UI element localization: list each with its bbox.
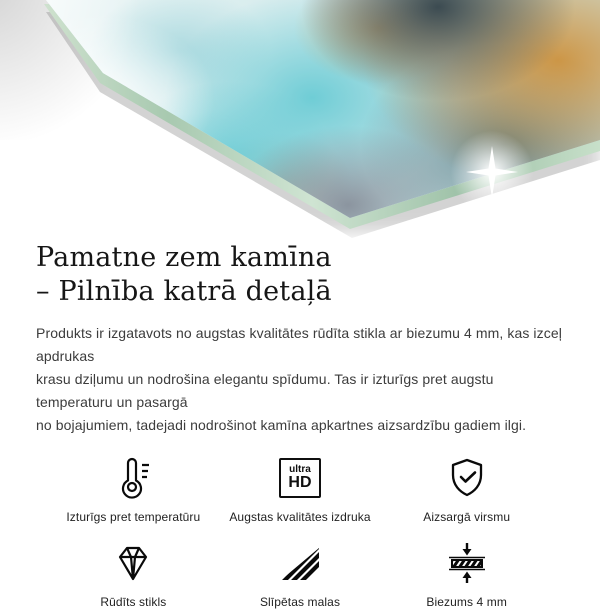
ultra-hd-text-top: ultra	[289, 464, 311, 475]
diamond-icon	[111, 540, 155, 586]
hero-product-image	[0, 0, 600, 233]
thermometer-icon	[110, 455, 156, 501]
feature-polished-edges	[217, 540, 384, 609]
feature-temperature	[50, 455, 217, 524]
feature-label: Rūdīts stikls	[100, 595, 167, 609]
sparkle-glint-icon	[464, 144, 520, 200]
feature-label: Augstas kvalitātes izdruka	[229, 510, 371, 524]
description-line2: krasu dziļumu un nodrošina elegantu spīdumu. Tas ir izturīgs pret augstu temperaturu un pasargā	[36, 371, 494, 410]
content-section	[0, 241, 600, 609]
ultra-hd-text-bottom: HD	[288, 474, 312, 491]
ultra-hd-icon	[279, 455, 321, 501]
feature-print-quality	[217, 455, 384, 524]
description-line1: Produkts ir izgatavots no augstas kvalitātes rūdīta stikla ar biezumu 4 mm, kas izceļ apdrukas	[36, 325, 562, 364]
feature-thickness	[383, 540, 550, 609]
feature-surface-protection	[383, 455, 550, 524]
feature-label: Biezums 4 mm	[426, 595, 507, 609]
page-title-line1: Pamatne zem kamīna	[36, 242, 332, 273]
product-description	[36, 322, 564, 437]
feature-label: Slīpētas malas	[259, 595, 341, 609]
beveled-edges-icon	[278, 540, 322, 586]
feature-label: Aizsargā virsmu	[423, 510, 511, 524]
feature-label: Izturīgs pret temperatūru	[66, 510, 201, 524]
shield-check-icon	[445, 455, 489, 501]
thickness-press-icon	[445, 540, 489, 586]
description-line3: no bojajumiem, tadejadi nodrošinot kamīna apkartnes aizsardzību gadiem ilgi.	[36, 417, 527, 433]
page-title-line2: – Pilnība katrā detaļā	[36, 276, 332, 307]
feature-tempered-glass	[50, 540, 217, 609]
page-title	[36, 241, 564, 309]
feature-grid	[36, 455, 564, 609]
